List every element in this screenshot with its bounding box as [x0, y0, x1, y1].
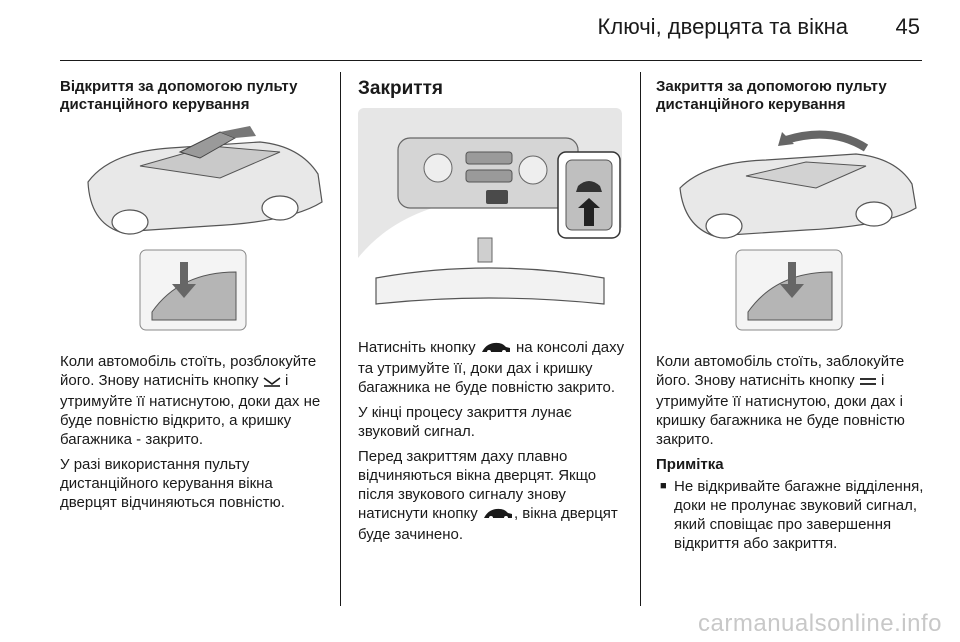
- windows-close-start: Перед закриттям даху плавно відчиняються вікна дверцят. Якщо після звукового сигналу знову натиснути кнопку: [358, 448, 597, 522]
- column-divider-2: [640, 72, 641, 606]
- page-number: 45: [895, 14, 920, 39]
- roof-console-drawing: [358, 108, 622, 322]
- section-heading-close-remote: Закриття за допомогою пульту дистанційного керування: [656, 78, 887, 113]
- watermark: carmanualsonline.info: [698, 610, 942, 637]
- paragraph-windows-close: [358, 447, 630, 544]
- column-close: [358, 78, 630, 100]
- car-opening-drawing: [60, 122, 330, 332]
- section-heading-close: Закриття: [358, 78, 443, 99]
- column-open-remote-text: [60, 346, 330, 512]
- unlock-double-bar-svg: [263, 375, 281, 387]
- open-instructions-start: Коли автомобіль стоїть, розблокуйте його. Знову натисніть кнопку: [60, 353, 317, 389]
- note-bullet-item: [656, 477, 924, 553]
- windows-close-end: , вікна дверцят буде зачинено.: [358, 505, 618, 543]
- black-square-bullet-icon: ■: [660, 480, 667, 492]
- lock-double-bar-icon: [859, 373, 877, 392]
- header-divider: [60, 60, 922, 61]
- section-heading-open-remote: Відкриття за допомогою пульту дистанційного керування: [60, 78, 298, 113]
- paragraph-windows-open: У разі використання пульту дистанційного керування вікна дверцят відчиняються повністю.: [60, 456, 285, 511]
- column-close-remote-text: [656, 346, 924, 553]
- column-open-remote: [60, 78, 330, 114]
- note-bullet-text: Не відкривайте багажне відділення, доки не пролунає звуковий сигнал, який сповіщає про завершення відкриття або закриття.: [674, 478, 924, 552]
- close-instructions-end: на консолі даху та утримуйте її, доки дах і кришку багажника не буде повністю закрито.: [358, 339, 625, 396]
- close-instructions-start: Натисніть кнопку: [358, 339, 476, 356]
- car-roof-button-icon-2: [482, 506, 514, 525]
- note-title: Примітка: [656, 456, 724, 473]
- column-divider-1: [340, 72, 341, 606]
- paragraph-beep: У кінці процесу закриття лунає звуковий сигнал.: [358, 404, 572, 440]
- remote-close-end: і утримуйте її натиснутою, доки дах і кришку багажника не буде повністю закрито.: [656, 372, 905, 448]
- car-roof-button-svg: [480, 340, 512, 354]
- unlock-double-bar-icon: [263, 373, 281, 392]
- car-roof-button-svg-2: [482, 506, 514, 520]
- column-close-text: [358, 332, 630, 544]
- illustration-car-roof-opening: [60, 122, 330, 332]
- paragraph-open-instructions: [60, 352, 330, 449]
- paragraph-close-instructions: [358, 338, 630, 397]
- remote-close-start: Коли автомобіль стоїть, заблокуйте його. Знову натисніть кнопку: [656, 353, 905, 389]
- illustration-car-roof-closing: [656, 122, 922, 332]
- lock-double-bar-svg: [859, 375, 877, 387]
- open-instructions-end: і утримуйте її натиснутою, доки дах не буде повністю відкрито, а кришку багажника - закрито.: [60, 372, 321, 448]
- car-roof-button-icon: [480, 340, 512, 359]
- car-closing-drawing: [656, 122, 922, 332]
- page-header-title: Ключі, дверцята та вікна: [597, 14, 848, 39]
- paragraph-remote-close-instructions: [656, 352, 924, 449]
- illustration-roof-console: [358, 108, 622, 322]
- column-close-remote: [656, 78, 924, 114]
